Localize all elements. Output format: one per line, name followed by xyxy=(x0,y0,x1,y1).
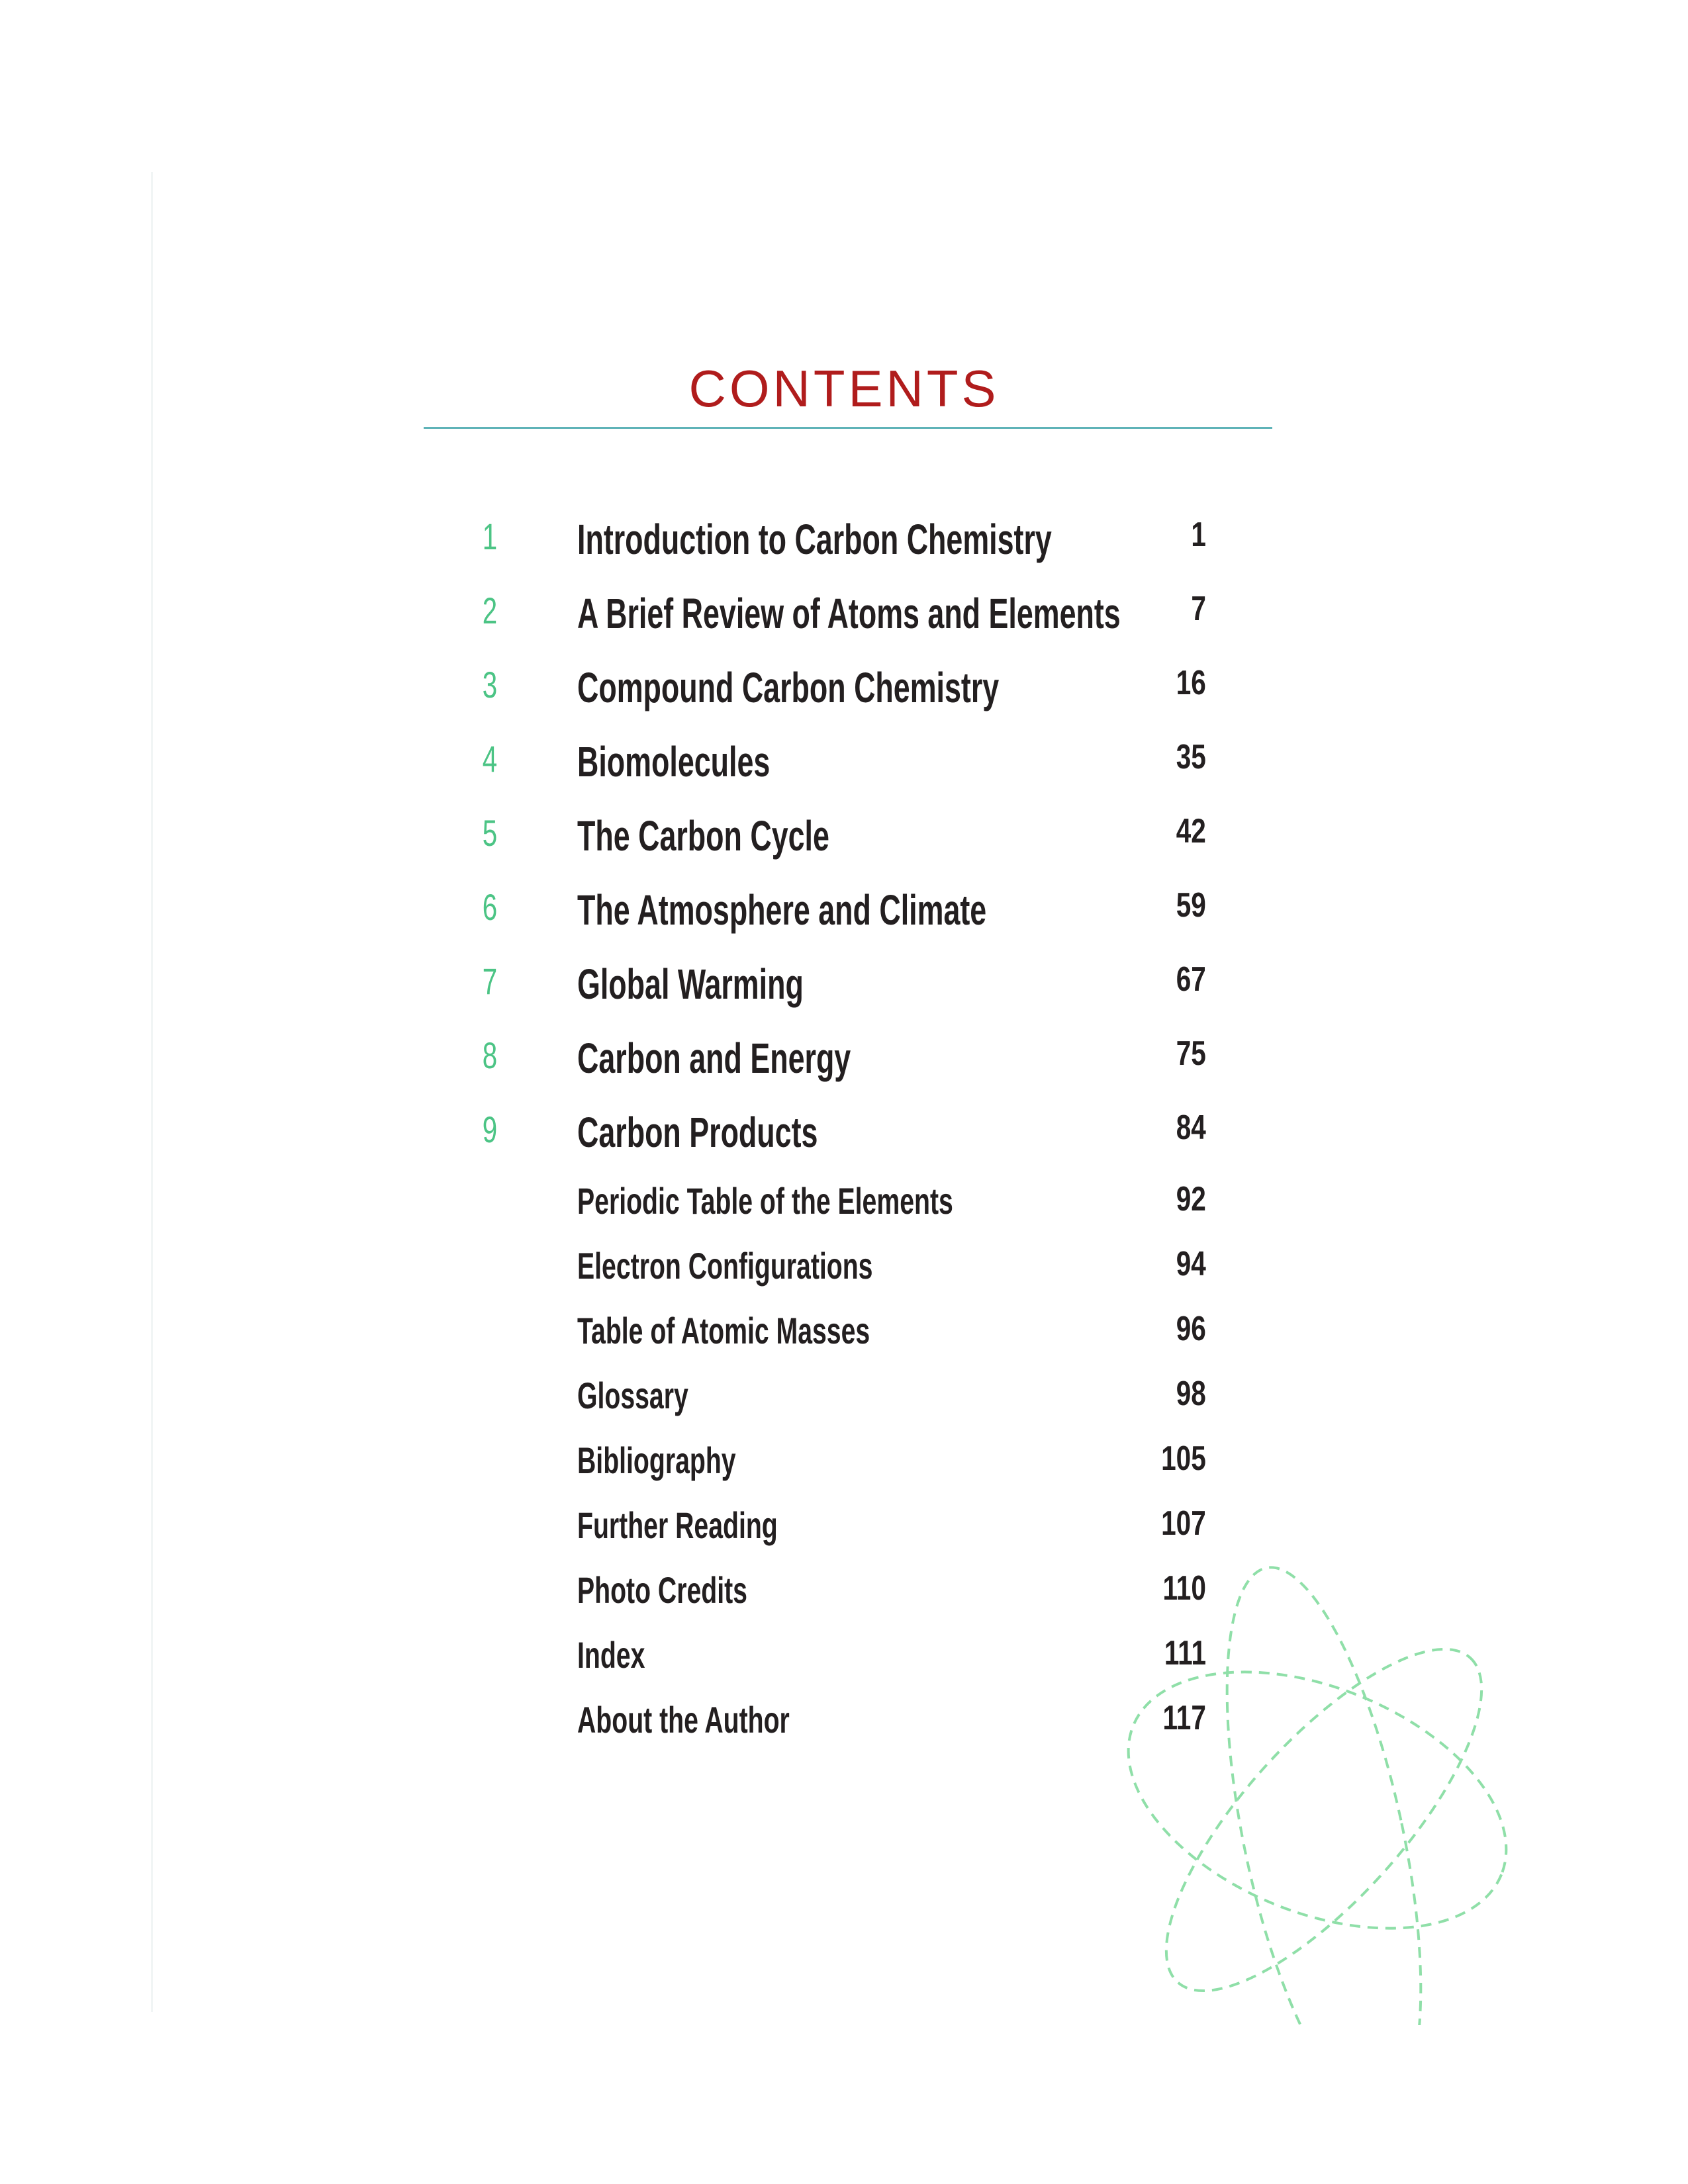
back-matter-title: Further Reading xyxy=(577,1504,778,1546)
toc-chapter-6[interactable] xyxy=(0,886,1688,960)
chapter-number: 7 xyxy=(482,960,498,1002)
chapter-title: The Atmosphere and Climate xyxy=(577,886,987,934)
page-title: CONTENTS xyxy=(688,359,1000,418)
page-number: 110 xyxy=(1162,1569,1206,1608)
back-matter-title: Index xyxy=(577,1634,645,1676)
toc-chapter-4[interactable] xyxy=(0,737,1688,811)
page-number: 105 xyxy=(1161,1439,1206,1478)
chapter-title: Compound Carbon Chemistry xyxy=(577,664,1000,711)
chapter-number: 6 xyxy=(482,886,498,928)
chapter-number: 3 xyxy=(482,664,498,705)
chapter-title: The Carbon Cycle xyxy=(577,812,829,860)
page-number: 59 xyxy=(1176,886,1206,925)
toc-back-matter-glossary[interactable] xyxy=(0,1374,1688,1439)
page-number: 92 xyxy=(1176,1180,1206,1218)
page-number: 84 xyxy=(1176,1109,1206,1147)
toc-chapter-1[interactable] xyxy=(0,515,1688,589)
back-matter-title: Photo Credits xyxy=(577,1569,747,1611)
atom-orbit-icon xyxy=(1046,1562,1562,2025)
page-number: 111 xyxy=(1164,1634,1206,1672)
chapter-number: 5 xyxy=(482,812,498,854)
chapter-title: A Brief Review of Atoms and Elements xyxy=(577,590,1121,637)
chapter-title: Carbon and Energy xyxy=(577,1034,851,1082)
toc-chapter-2[interactable] xyxy=(0,589,1688,663)
toc-chapter-3[interactable] xyxy=(0,663,1688,737)
chapter-number: 9 xyxy=(482,1109,498,1150)
page-number: 107 xyxy=(1161,1504,1206,1543)
toc-chapter-5[interactable] xyxy=(0,811,1688,886)
back-matter-title: Glossary xyxy=(577,1375,688,1416)
chapter-number: 2 xyxy=(482,590,498,631)
page-number: 7 xyxy=(1191,590,1206,628)
back-matter-title: Electron Configurations xyxy=(577,1245,873,1287)
page-number: 16 xyxy=(1176,664,1206,702)
page-number: 42 xyxy=(1176,812,1206,850)
chapter-title: Introduction to Carbon Chemistry xyxy=(577,516,1052,563)
page-number: 96 xyxy=(1176,1310,1206,1348)
toc-back-matter-electron-configurations[interactable] xyxy=(0,1244,1688,1309)
back-matter-title: Table of Atomic Masses xyxy=(577,1310,870,1351)
page-number: 94 xyxy=(1176,1245,1206,1283)
back-matter-title: Periodic Table of the Elements xyxy=(577,1180,953,1222)
toc-chapter-7[interactable] xyxy=(0,960,1688,1034)
toc-back-matter-bibliography[interactable] xyxy=(0,1439,1688,1504)
page-number: 35 xyxy=(1176,738,1206,776)
chapter-title: Carbon Products xyxy=(577,1109,818,1156)
toc-chapter-8[interactable] xyxy=(0,1034,1688,1108)
page-number: 117 xyxy=(1162,1699,1206,1737)
page-number: 75 xyxy=(1176,1034,1206,1073)
page-number: 1 xyxy=(1191,516,1206,554)
chapter-number: 1 xyxy=(482,516,498,557)
page-number: 67 xyxy=(1176,960,1206,999)
page-number: 98 xyxy=(1176,1375,1206,1413)
chapter-number: 8 xyxy=(482,1034,498,1076)
toc-chapter-9[interactable] xyxy=(0,1108,1688,1182)
back-matter-title: About the Author xyxy=(577,1699,790,1741)
toc-back-matter-periodic-table[interactable] xyxy=(0,1179,1688,1244)
chapter-title: Global Warming xyxy=(577,960,804,1008)
toc-back-matter-further-reading[interactable] xyxy=(0,1504,1688,1569)
chapter-title: Biomolecules xyxy=(577,738,771,786)
chapter-number: 4 xyxy=(482,738,498,780)
back-matter-title: Bibliography xyxy=(577,1439,736,1481)
toc-back-matter-atomic-masses[interactable] xyxy=(0,1309,1688,1374)
